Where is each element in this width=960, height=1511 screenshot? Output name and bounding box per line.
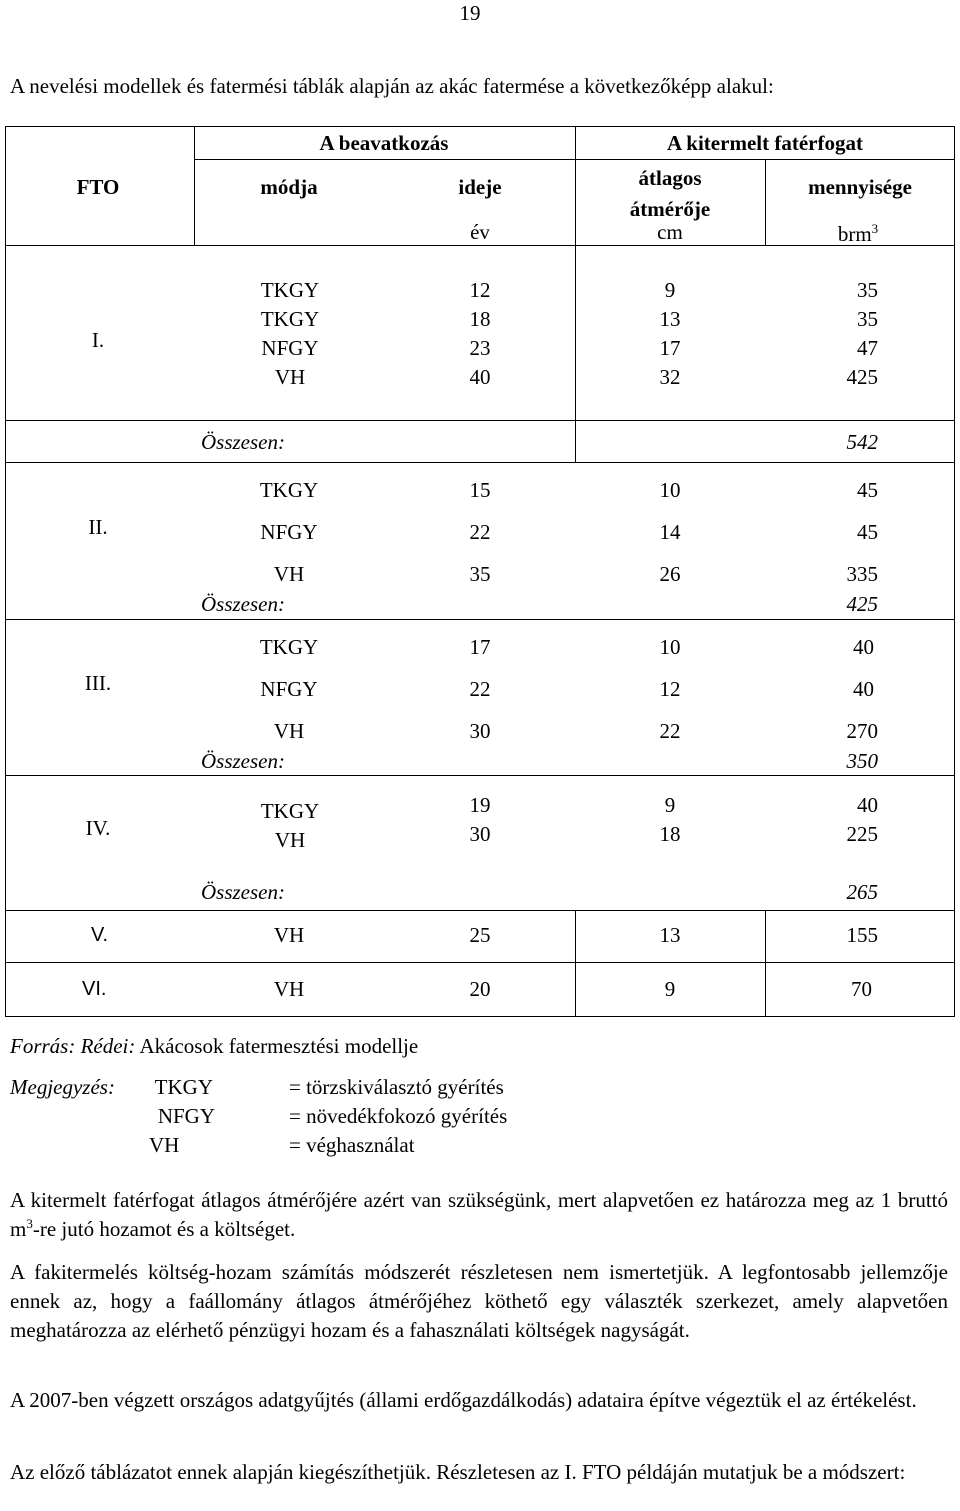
cell-cm: 9	[664, 793, 676, 817]
note-definition: = véghasználat	[289, 1133, 415, 1157]
cell-ev: 12	[469, 278, 491, 302]
cell-mod: TKGY	[260, 278, 320, 302]
paragraph: A fakitermelés költség-hozam számítás módszerét részletesen nem ismertetjük. A legfontosabb jellemzője ennek az, hogy a faállomány átlagos átmérőjéhez köthető egy választék szerkezet, amely alapvetően meghatározza az elérhető pénzügyi hozam és a fahasználati költségek nagyságát.	[10, 1260, 948, 1342]
source-line	[10, 1036, 418, 1057]
header-fto: FTO	[76, 175, 120, 199]
cell-ev: 25	[469, 923, 491, 947]
cell-mod: VH	[273, 977, 305, 1001]
cell-brm: 35	[857, 307, 878, 331]
cell-mod: TKGY	[260, 799, 320, 823]
total-value: 350	[846, 749, 878, 773]
cell-cm: 17	[659, 336, 681, 360]
cell-cm: 22	[659, 719, 681, 743]
total-label: Összesen:	[201, 592, 285, 616]
cell-ev: 17	[469, 635, 491, 659]
cell-brm: 270	[846, 719, 878, 743]
total-value: 425	[846, 592, 878, 616]
paragraph: Az előző táblázatot ennek alapján kiegészíthetjük. Részletesen az I. FTO példáján mutatjuk be a módszert:	[10, 1460, 906, 1484]
cell-brm: 45	[857, 478, 878, 502]
cell-brm: 70	[851, 977, 872, 1001]
cell-brm: 335	[846, 562, 878, 586]
fto-label: III.	[84, 671, 112, 695]
fto-label: VI.	[82, 978, 107, 1000]
cell-brm: 225	[846, 822, 878, 846]
total-value: 542	[846, 430, 878, 454]
cell-cm: 32	[659, 365, 681, 389]
cell-brm: 35	[857, 278, 878, 302]
cell-mod: VH	[274, 365, 306, 389]
total-value: 265	[846, 880, 878, 904]
intro-text: A nevelési modellek és fatermési táblák alapján az akác fatermése a következőképp alakul:	[10, 74, 774, 98]
source-label: Forrás: Rédei:	[10, 1034, 136, 1058]
cell-cm: 12	[659, 677, 681, 701]
table-border-bottom	[5, 1016, 955, 1017]
header-kitermelt: A kitermelt fatérfogat	[667, 131, 863, 155]
cell-mod: NFGY	[260, 677, 318, 701]
cell-mod: VH	[273, 719, 305, 743]
cell-cm: 10	[659, 478, 681, 502]
header-modja: módja	[260, 175, 318, 199]
cell-cm: 10	[659, 635, 681, 659]
cell-ev: 20	[469, 977, 491, 1001]
note-definition: = törzskiválasztó gyérítés	[289, 1075, 504, 1099]
cell-ev: 23	[469, 336, 491, 360]
fto-label: I.	[91, 328, 105, 352]
header-ideje: ideje	[458, 175, 502, 199]
group-rows-mod	[200, 276, 380, 392]
table-border-left	[5, 126, 6, 1017]
cell-brm: 40	[853, 635, 874, 659]
cell-brm: 155	[846, 923, 878, 947]
cell-mod: TKGY	[259, 635, 319, 659]
cell-brm: 47	[857, 336, 878, 360]
cell-brm: 40	[857, 793, 878, 817]
group-rows-cm	[620, 791, 720, 849]
cell-ev: 35	[469, 562, 491, 586]
cell-cm: 13	[659, 307, 681, 331]
cell-ev: 22	[469, 677, 491, 701]
page-number: 19	[459, 1, 481, 25]
total-label: Összesen:	[201, 880, 285, 904]
cell-mod: VH	[273, 923, 305, 947]
cell-brm: 425	[846, 365, 878, 389]
group-rows-ev	[430, 791, 530, 849]
cell-ev: 15	[469, 478, 491, 502]
paragraph: A 2007-ben végzett országos adatgyűjtés (állami erdőgazdálkodás) adataira építve végeztük el az értékelést.	[10, 1388, 917, 1412]
note-definition: = növedékfokozó gyérítés	[289, 1104, 508, 1128]
table-border-top	[5, 126, 955, 127]
fto-label: II.	[88, 515, 108, 539]
note-abbr: TKGY	[154, 1075, 213, 1099]
cell-mod: TKGY	[260, 307, 320, 331]
unit-brm: brm$^3$	[837, 221, 879, 246]
unit-cm: cm	[657, 220, 683, 244]
cell-ev: 19	[469, 793, 491, 817]
note-abbr: NFGY	[157, 1104, 215, 1128]
paragraph: A kitermelt fatérfogat átlagos átmérőjére azért van szükségünk, mert alapvetően ez határozza meg az 1 bruttó $m^3-re$ jutó hozamot és a költséget.	[10, 1188, 948, 1241]
cell-ev: 30	[469, 822, 491, 846]
header-beavatkozas: A beavatkozás	[319, 131, 449, 155]
cell-cm: 18	[659, 822, 681, 846]
header-mennyisege: mennyisége	[808, 175, 912, 199]
group-rows-mod	[200, 797, 380, 855]
group-rows-ev	[430, 276, 530, 392]
total-label: Összesen:	[201, 749, 285, 773]
unit-ev: év	[470, 220, 490, 244]
note-label: Megjegyzés:	[10, 1075, 115, 1099]
total-label: Összesen:	[201, 430, 285, 454]
cell-cm: 14	[659, 520, 681, 544]
cell-mod: NFGY	[261, 336, 319, 360]
cell-mod: VH	[273, 562, 305, 586]
cell-ev: 22	[469, 520, 491, 544]
fto-label: V.	[91, 924, 109, 946]
table-border-right	[954, 126, 955, 1017]
cell-mod: TKGY	[259, 478, 319, 502]
group-rows-cm	[620, 276, 720, 392]
source-text: Akácosok fatermesztési modellje	[139, 1034, 419, 1058]
group-rows-brm	[780, 791, 878, 849]
cell-ev: 30	[469, 719, 491, 743]
cell-brm: 40	[853, 677, 874, 701]
cell-cm: 13	[659, 923, 681, 947]
cell-cm: 9	[664, 977, 676, 1001]
fto-label: IV.	[85, 816, 111, 840]
cell-mod: NFGY	[260, 520, 318, 544]
cell-cm: 26	[659, 562, 681, 586]
cell-brm: 45	[857, 520, 878, 544]
cell-ev: 18	[469, 307, 491, 331]
group-rows-brm	[780, 276, 878, 392]
cell-mod: VH	[274, 828, 306, 852]
cell-ev: 40	[469, 365, 491, 389]
note-abbr: VH	[149, 1133, 180, 1157]
header-atmero: átlagos átmérője	[629, 166, 711, 221]
cell-cm: 9	[664, 278, 676, 302]
